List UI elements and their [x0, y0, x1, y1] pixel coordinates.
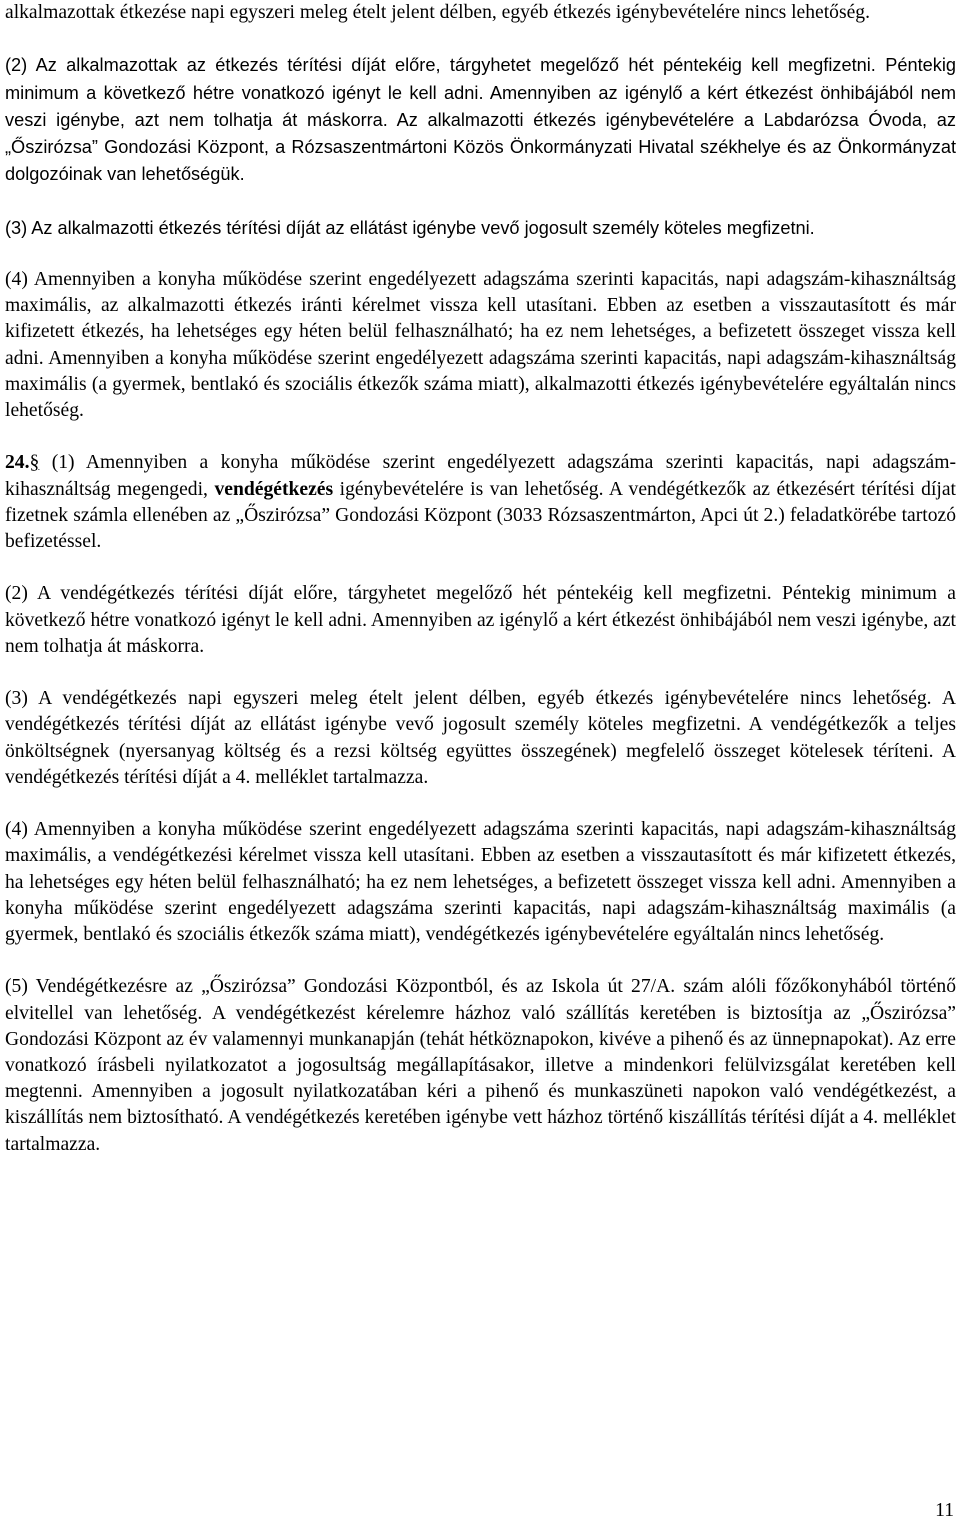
section-24-text-b: igénybevételére is van lehetőség. A vendégétkezők az étkezésért térítési díjat fizetnek számla ellenében az „Őszirózsa” Gondozási Központ (3033 Rózsaszentmárton, Apci út 2.) feladatkörébe tartozó befizetéssel. [5, 478, 957, 552]
section-24-paragraph-1 [5, 450, 956, 555]
page-number: 11 [935, 1500, 954, 1521]
section-mark: § [29, 452, 40, 474]
section-number: 24. [5, 452, 30, 474]
paragraph-continuation: alkalmazottak étkezése napi egyszeri meleg ételt jelent délben, egyéb étkezés igénybevételére nincs lehetőség. [5, 2, 870, 23]
document-page [5, 0, 956, 1158]
paragraph-2-text-c: Az alkalmazotti étkezés igénybevételére a Labdarózsa Óvoda, az „Őszirózsa” Gondozási Központ, a Rózsaszentmártoni Közös Önkormányzati Hivatal székhelye és az Önkormányzat dolgozóinak van lehetőségük. [5, 109, 957, 185]
section-24-paragraph-5: (5) Vendégétkezésre az „Őszirózsa” Gondozási Központból, és az Iskola út 27/A. szám alóli főzőkonyhából történő elvitellel van lehetőség. A vendégétkezést kérelemre házhoz való szállítás keretében is biztosítja az „Őszirózsa” Gondozási Központ az év valamennyi munkanapján (tehát hétköznapokon, kivéve a pihenő és az ünnepnapokat). Az erre vonatkozó írásbeli nyilatkozatot a jogosultság megállapításakor, illetve a mindenkori felülvizsgálat keretében kell megtenni. Amennyiben a jogosult nyilatkozatában kéri a pihenő és munkaszüneti napokon való vendégétkezést, a kiszállítás nem biztosítható. A vendégétkezés keretében igénybe vett házhoz történő kiszállítás térítési díját a 4. melléklet tartalmazza. [5, 976, 956, 1155]
section-24-text-a: (1) Amennyiben a konyha működése szerint engedélyezett adagszáma szerinti kapacitás, napi adagszám-kihasználtság megengedi, [5, 452, 956, 500]
section-24-paragraph-3: (3) A vendégétkezés napi egyszeri meleg ételt jelent délben, egyéb étkezés igénybevételére nincs lehetőség. A vendégétkezés térítési díját az ellátást igénybe vevő jogosult személy köteles megfizetni. A vendégétkezők a teljes önköltségnek (nyersanyag költség és a rezsi költség együttes összegének) megfelelő összeget kötelesek téríteni. A vendégétkezés térítési díját a 4. melléklet tartalmazza. [5, 688, 956, 788]
paragraph-2-employee-fee [5, 52, 956, 188]
paragraph-3-employee-payer: (3) Az alkalmazotti étkezés térítési díját az ellátást igénybe vevő jogosult személy köteles megfizetni. [5, 217, 815, 238]
paragraph-2-text-b: Amennyiben az igénylő a kért étkezést önhibájából nem veszi igénybe, azt nem tolhatja át máskorra. [5, 82, 956, 130]
paragraph-2-text-a: (2) Az alkalmazottak az étkezés térítési díját előre, tárgyhetet megelőző hét péntekéig kell megfizetni. Péntekig minimum a következő hétre vonatkozó igényt le kell adni. [5, 55, 956, 103]
section-24-bold-term: vendégétkezés [214, 478, 334, 500]
paragraph-4-capacity: (4) Amennyiben a konyha működése szerint engedélyezett adagszáma szerinti kapacitás, napi adagszám-kihasználtság maximális, az alkalmazotti étkezés iránti kérelmet vissza kell utasítani. Ebben az esetben a visszautasított és már kifizetett étkezés, ha lehetséges egy héten belül felhasználható; ha ez nem lehetséges, a befizetett összeget vissza kell adni. Amennyiben a konyha működése szerint engedélyezett adagszáma szerinti kapacitás, napi adagszám-kihasználtság maximális (a gyermek, bentlakó és szociális étkezők száma miatt), alkalmazotti étkezés igénybevételére egyáltalán nincs lehetőség. [5, 268, 956, 421]
section-24-paragraph-4: (4) Amennyiben a konyha működése szerint engedélyezett adagszáma szerinti kapacitás, napi adagszám-kihasználtság maximális, a vendégétkezési kérelmet vissza kell utasítani. Ebben az esetben a visszautasított és már kifizetett étkezés, ha lehetséges egy héten belül felhasználható; ha ez nem lehetséges, a befizetett összeget vissza kell adni. Amennyiben a konyha működése szerint engedélyezett adagszáma szerinti kapacitás, napi adagszám-kihasználtság maximális (a gyermek, bentlakó és szociális étkezők száma miatt), vendégétkezés igénybevételére egyáltalán nincs lehetőség. [5, 819, 956, 945]
section-24-paragraph-2: (2) A vendégétkezés térítési díját előre, tárgyhetet megelőző hét péntekéig kell megfizetni. Péntekig minimum a következő hétre vonatkozó igényt le kell adni. Amennyiben az igénylő a kért étkezést önhibájából nem veszi igénybe, azt nem tolhatja át máskorra. [5, 583, 956, 657]
